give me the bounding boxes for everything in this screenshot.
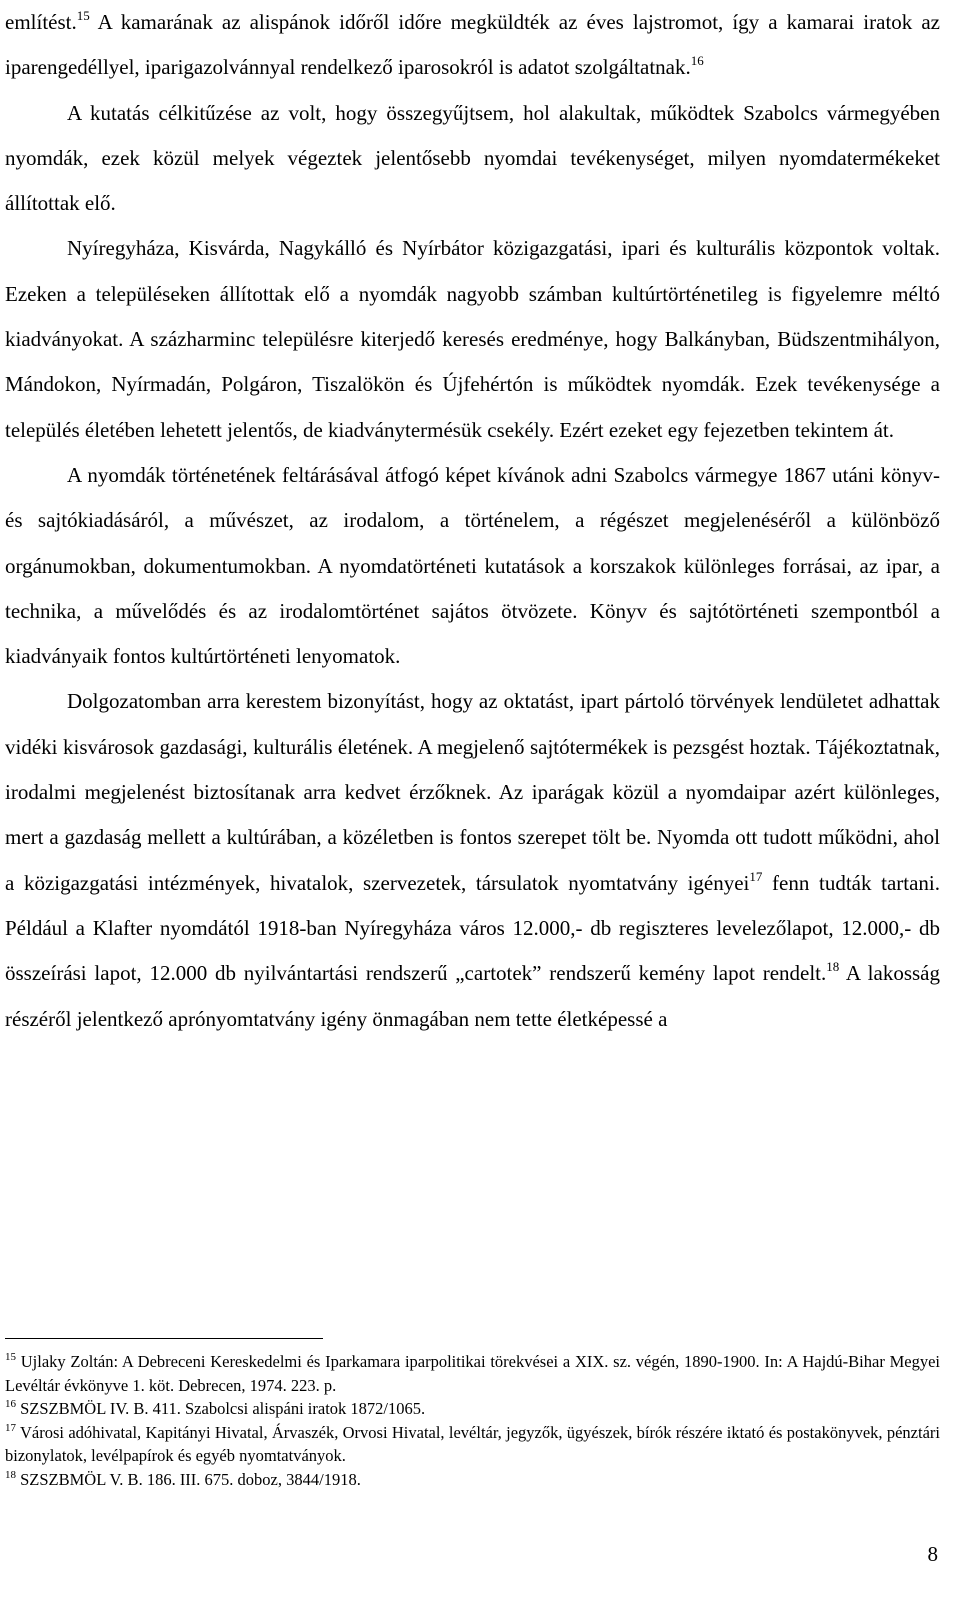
footnote-text: SZSZBMÖL IV. B. 411. Szabolcsi alispáni iratok 1872/1065. bbox=[16, 1399, 426, 1418]
paragraph-2: A kutatás célkitűzése az volt, hogy összegyűjtsem, hol alakultak, működtek Szabolcs vármegyében nyomdák, ezek közül melyek végeztek jelentősebb nyomdai tevékenységet, milyen nyomdatermékeket állítottak elő. bbox=[5, 100, 940, 216]
footnote-17 bbox=[5, 1421, 940, 1468]
footnote-text: Ujlaky Zoltán: A Debreceni Kereskedelmi és Iparkamara iparpolitikai törekvései a XIX. sz. végén, 1890-1900. In: A Hajdú-Bihar Megyei Levéltár évkönyve 1. köt. Debrecen, 1974. 223. p. bbox=[5, 1352, 940, 1395]
footnote-number: 17 bbox=[5, 1421, 16, 1434]
footnote-number: 16 bbox=[5, 1398, 16, 1410]
footnote-15 bbox=[5, 1350, 940, 1397]
footnote-18 bbox=[5, 1468, 940, 1492]
paragraph-3: Nyíregyháza, Kisvárda, Nagykálló és Nyírbátor közigazgatási, ipari és kulturális központok voltak. Ezeken a településeken állítottak elő a nyomdák nagyobb számban kultúrtörténetileg is figyelemre méltó kiadványokat. A százharminc településre kiterjedő keresés eredménye, hogy Balkányban, Büdszentmihályon, Mándokon, Nyírmadán, Polgáron, Tiszalökön és Újfehértón is működtek nyomdák. Ezek tevékenysége a település életében lehetett jelentős, de kiadványtermésük csekély. Ezért ezeket egy fejezetben tekintem át. bbox=[5, 236, 940, 442]
paragraph-text: fenn tudták tartani. Például a Klafter nyomdától 1918-ban Nyíregyháza város 12.000,- db regiszteres levelezőlapot, 12.000,- db összeírási lapot, 12.000 db nyilvántartási rendszerű „cartotek” rendszerű kemény lapot rendelt. bbox=[5, 870, 940, 986]
footnote-text: Városi adóhivatal, Kapitányi Hivatal, Árvaszék, Orvosi Hivatal, levéltár, jegyzők, ügyészek, bírók részére iktató és postakönyvek, pénztári bizonylatok, levélpapírok és egyéb nyomtatványok. bbox=[5, 1422, 940, 1465]
footnote-ref-16[interactable]: 16 bbox=[690, 53, 704, 69]
paragraph-text: A kamarának az alispánok időről időre megküldték az éves lajstromot, így a kamarai iratok az iparengedéllyel, iparigazolvánnyal rendelkező iparosokról is adatot szolgáltatnak. bbox=[5, 10, 940, 80]
footnotes bbox=[5, 1350, 940, 1491]
paragraph-text: Dolgozatomban arra kerestem bizonyítást, hogy az oktatást, ipart pártoló törvények lendületet adhattak vidéki kisvárosok gazdasági, kulturális életének. A megjelenő sajtótermékek is pezsgést hoztak. Tájékoztatnak, irodalmi megjelenést biztosítanak arra kedvet érzőknek. Az iparágak közül a nyomdaipar azért különleges, mert a gazdaság mellett a kultúrában, a közéletben is fontos szerepet tölt be. Nyomda ott tudott működni, ahol a közigazgatási intézmények, hivatalok, szervezetek, társulatok nyomtatvány igényei bbox=[5, 689, 940, 895]
paragraph-4: A nyomdák történetének feltárásával átfogó képet kívánok adni Szabolcs vármegye 1867 utáni könyv- és sajtókiadásáról, a művészet, az irodalom, a történelem, a régészet megjelenéséről a különböző orgánumokban, dokumentumokban. A nyomdatörténeti kutatások a korszakok különleges forrásai, az ipar, a technika, a művelődés és az irodalomtörténet sajátos ötvözete. Könyv és sajtótörténeti szempontból a kiadványaik fontos kultúrtörténeti lenyomatok. bbox=[5, 462, 940, 669]
footnote-separator bbox=[5, 1338, 323, 1339]
footnote-number: 15 bbox=[5, 1351, 16, 1363]
paragraph-text: A lakosság részéről jelentkező aprónyomtatvány igény önmagában nem tette életképessé a bbox=[5, 961, 940, 1031]
document-body bbox=[5, 0, 940, 1042]
footnote-text: SZSZBMÖL V. B. 186. III. 675. doboz, 3844/1918. bbox=[16, 1469, 361, 1489]
footnote-16 bbox=[5, 1397, 940, 1421]
paragraph-1 bbox=[5, 0, 940, 91]
footnote-ref-17[interactable]: 17 bbox=[749, 868, 763, 884]
paragraph-text: említést. bbox=[5, 10, 77, 34]
paragraph-5 bbox=[5, 679, 940, 1041]
footnote-ref-15[interactable]: 15 bbox=[76, 8, 90, 23]
footnote-ref-18[interactable]: 18 bbox=[826, 959, 840, 975]
page-number: 8 bbox=[927, 1542, 938, 1566]
footnote-number: 18 bbox=[5, 1468, 16, 1481]
